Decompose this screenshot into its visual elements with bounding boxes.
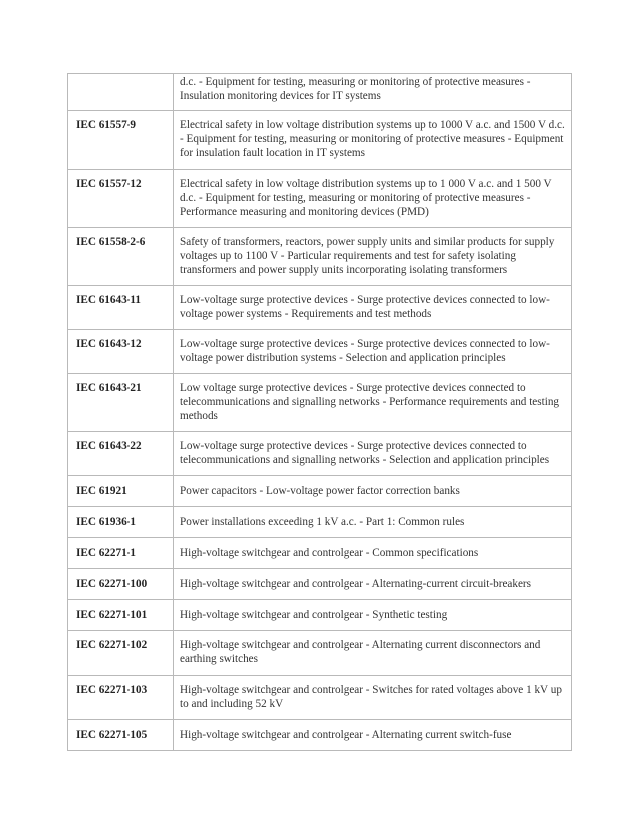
standard-code-cell [68,507,174,538]
standard-title: Electrical safety in low voltage distribution systems up to 1 000 V a.c. and 1 500 V d.c. - Equipment for testing, measuring or monitoring of protective measures - Performance measuring and monitoring devices (PMD) [180,178,552,219]
standard-code-cell [68,286,174,330]
standard-title-cell [174,74,572,111]
table-row [68,374,572,432]
standard-title: High-voltage switchgear and controlgear - Synthetic testing [180,609,448,621]
standard-code-cell [68,170,174,228]
table-row [68,286,572,330]
standard-title: Low-voltage surge protective devices - Surge protective devices connected to telecommunications and signalling networks - Selection and application principles [180,440,550,467]
table-row [68,676,572,720]
standard-code: IEC 62271-102 [76,639,148,651]
standard-code-cell [68,374,174,432]
standard-title: High-voltage switchgear and controlgear - Alternating-current circuit-breakers [180,578,532,590]
standard-title-cell [174,476,572,507]
standard-title: Power capacitors - Low-voltage power factor correction banks [180,485,460,497]
standard-title-cell [174,330,572,374]
table-row [68,720,572,751]
standard-title: Low-voltage surge protective devices - Surge protective devices connected to low-voltage power distribution systems - Selection and application principles [180,338,550,365]
standard-code: IEC 61643-11 [76,294,141,306]
standard-code: IEC 61643-21 [76,382,142,394]
standard-code: IEC 61557-9 [76,119,136,131]
standard-code: IEC 61643-22 [76,440,142,452]
standard-code-cell [68,74,174,111]
standard-code: IEC 61921 [76,485,127,497]
standard-title-cell [174,676,572,720]
standard-title: Low-voltage surge protective devices - Surge protective devices connected to low-voltage power systems - Requirements and test methods [180,294,550,321]
table-row [68,432,572,476]
standard-code-cell [68,631,174,676]
standard-code-cell [68,720,174,751]
standard-title: High-voltage switchgear and controlgear - Alternating current disconnectors and earthing switches [180,639,541,666]
standard-code: IEC 62271-100 [76,578,148,590]
table-row [68,476,572,507]
standard-code: IEC 61936-1 [76,516,136,528]
table-row [68,631,572,676]
standard-code-cell [68,538,174,569]
standard-code-cell [68,569,174,600]
standard-code: IEC 61557-12 [76,178,142,190]
standard-title-cell [174,111,572,170]
standard-title-cell [174,286,572,330]
standard-title-cell [174,538,572,569]
standard-code-cell [68,432,174,476]
standard-code-cell [68,330,174,374]
standard-code-cell [68,676,174,720]
table-row [68,330,572,374]
standard-code-cell [68,476,174,507]
table-row [68,538,572,569]
standard-title-cell [174,228,572,286]
standard-title: Safety of transformers, reactors, power supply units and similar products for supply voltages up to 1100 V - Particular requirements and test for safety isolating transformers and power supply units incorporating isolating transformers [180,236,555,277]
standard-code: IEC 62271-101 [76,609,148,621]
standard-title-cell [174,432,572,476]
table-row [68,507,572,538]
standard-code: IEC 62271-1 [76,547,136,559]
standard-title-cell [174,170,572,228]
standard-title: High-voltage switchgear and controlgear - Common specifications [180,547,479,559]
standard-title-cell [174,631,572,676]
standard-title-cell [174,720,572,751]
standard-title-cell [174,374,572,432]
standard-code [76,74,173,75]
table-row [68,569,572,600]
standard-code: IEC 61558-2-6 [76,236,146,248]
standard-code-cell [68,228,174,286]
standard-title: Low voltage surge protective devices - Surge protective devices connected to telecommunications and signalling networks - Performance requirements and testing methods [180,382,560,423]
standard-code: IEC 62271-103 [76,684,148,696]
standards-table [67,73,572,751]
table-row [68,228,572,286]
table-row [68,74,572,111]
standard-title: d.c. - Equipment for testing, measuring or monitoring of protective measures - Insulation monitoring devices for IT systems [180,76,531,103]
standard-title: High-voltage switchgear and controlgear - Alternating current switch-fuse [180,729,512,741]
standard-title: High-voltage switchgear and controlgear - Switches for rated voltages above 1 kV up to and including 52 kV [180,684,562,711]
table-row [68,600,572,631]
standard-title-cell [174,600,572,631]
standard-code: IEC 61643-12 [76,338,142,350]
standard-title-cell [174,569,572,600]
standard-code-cell [68,600,174,631]
standard-title: Electrical safety in low voltage distribution systems up to 1000 V a.c. and 1500 V d.c. - Equipment for testing, measuring or monitoring of protective measures - Equipment for insulation fault location in IT systems [180,119,565,160]
standard-code-cell [68,111,174,170]
table-row [68,111,572,170]
standard-title: Power installations exceeding 1 kV a.c. - Part 1: Common rules [180,516,465,528]
standard-code: IEC 62271-105 [76,729,148,741]
standard-title-cell [174,507,572,538]
table-row [68,170,572,228]
